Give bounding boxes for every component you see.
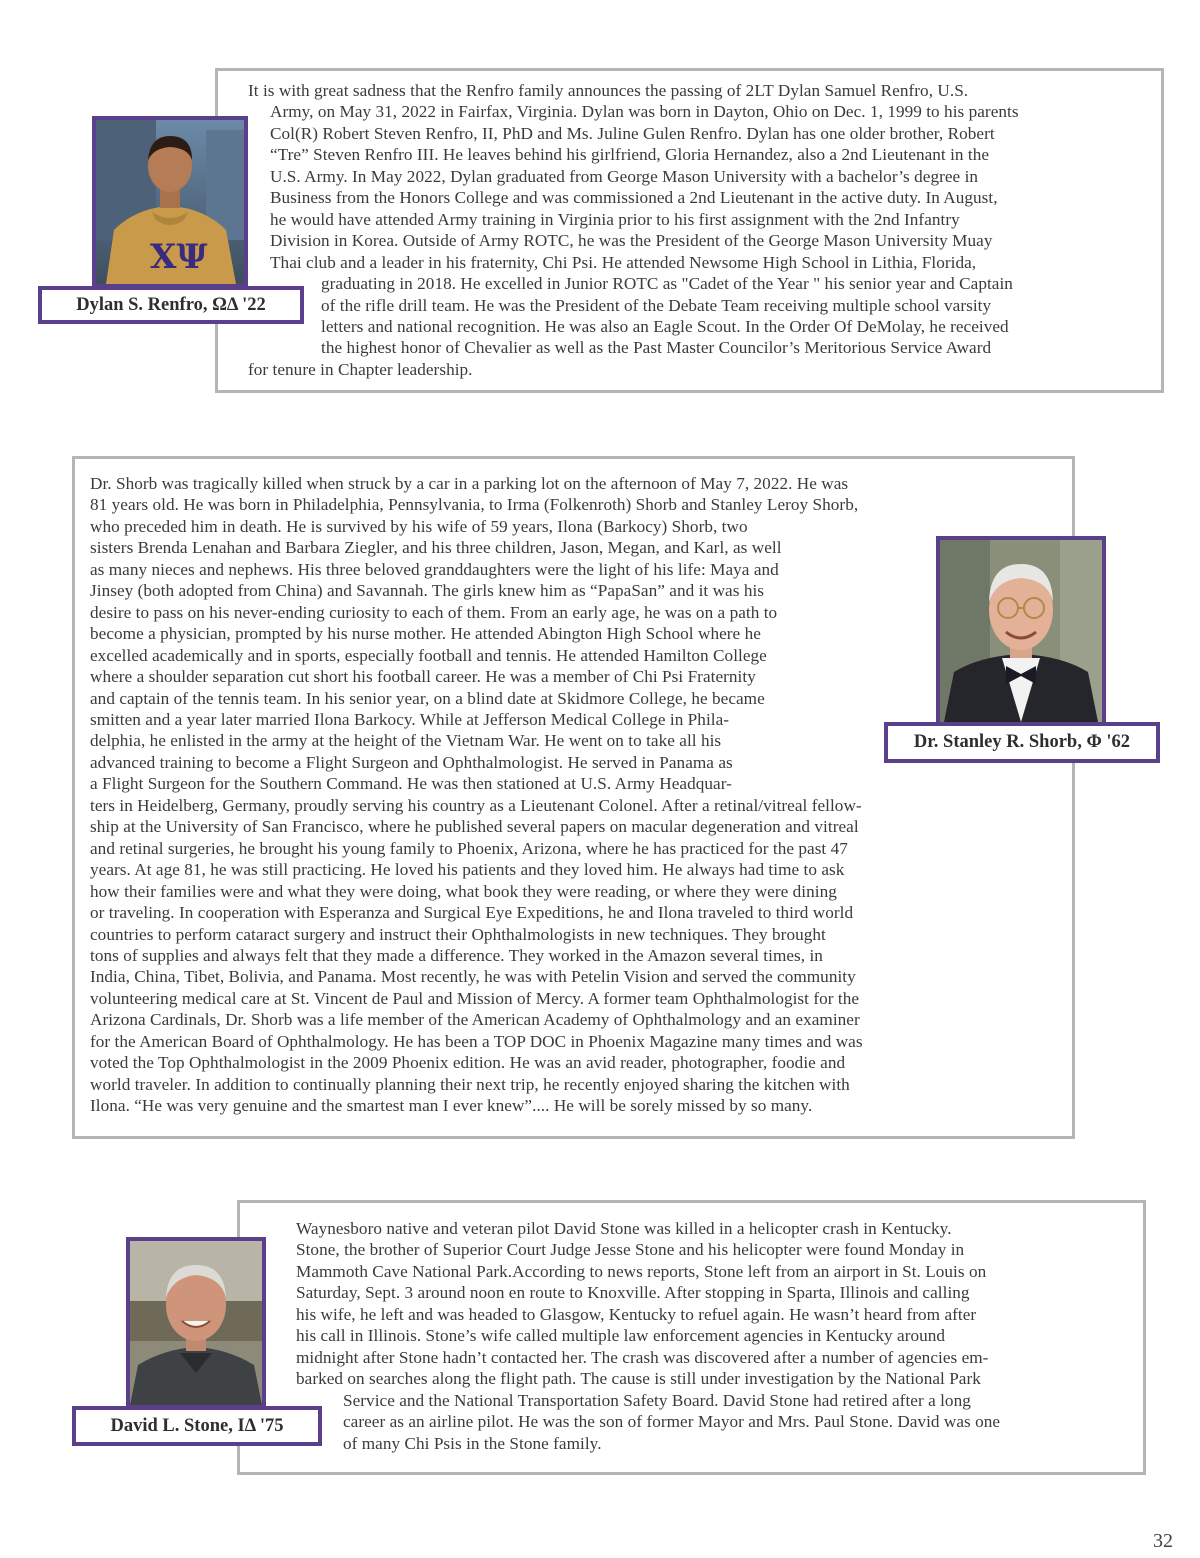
text-line: letters and national recognition. He was also an Eagle Scout. In the Order Of DeMolay, he received bbox=[321, 316, 1009, 336]
text-line: as many nieces and nephews. His three beloved granddaughters were the light of his life: Maya and bbox=[90, 559, 779, 579]
text-line: tons of supplies and always felt that they made a difference. They worked in the Amazon several times, in bbox=[90, 945, 823, 965]
text-line: Thai club and a leader in his fraternity, Chi Psi. He attended Newsome High School in Lithia, Florida, bbox=[270, 252, 977, 272]
caption-renfro: Dylan S. Renfro, ΩΔ '22 bbox=[38, 286, 304, 324]
text-line: Business from the Honors College and was commissioned a 2nd Lieutenant in the active duty. In August, bbox=[270, 188, 998, 208]
text-line: a Flight Surgeon for the Southern Command. He was then stationed at U.S. Army Headquar- bbox=[90, 774, 732, 794]
obituary-text-stone bbox=[296, 1218, 1000, 1454]
text-line: of many Chi Psis in the Stone family. bbox=[343, 1433, 602, 1453]
text-line: Saturday, Sept. 3 around noon en route to Knoxville. After stopping in Sparta, Illinois and calling bbox=[296, 1283, 970, 1303]
text-line: Dr. Shorb was tragically killed when struck by a car in a parking lot on the afternoon of May 7, 2022. He was bbox=[90, 474, 849, 493]
text-line: ship at the University of San Francisco, where he published several papers on macular degeneration and vitreal bbox=[90, 817, 859, 837]
text-line: sisters Brenda Lenahan and Barbara Ziegler, and his three children, Jason, Megan, and Karl, as well bbox=[90, 538, 782, 558]
text-line: his call in Illinois. Stone’s wife called multiple law enforcement agencies in Kentucky around bbox=[296, 1326, 946, 1346]
text-line: for tenure in Chapter leadership. bbox=[248, 359, 473, 379]
text-line: his wife, he left and was headed to Glasgow, Kentucky to refuel again. He wasn’t heard from after bbox=[296, 1304, 977, 1324]
text-line: 81 years old. He was born in Philadelphia, Pennsylvania, to Irma (Folkenroth) Shorb and Stanley Leroy Shorb, bbox=[90, 495, 859, 515]
caption-stone: David L. Stone, IΔ '75 bbox=[72, 1406, 322, 1446]
text-line: Arizona Cardinals, Dr. Shorb was a life member of the American Academy of Ophthalmology and an examiner bbox=[90, 1010, 860, 1030]
text-line: or traveling. In cooperation with Esperanza and Surgical Eye Expeditions, he and Ilona traveled to third world bbox=[90, 903, 854, 923]
text-line: voted the Top Ophthalmologist in the 2009 Phoenix edition. He was an avid reader, photographer, foodie and bbox=[90, 1053, 846, 1073]
obituary-text-shorb bbox=[90, 473, 863, 1117]
text-line: how their families were and what they were doing, what book they were reading, or where they were dining bbox=[90, 881, 837, 901]
text-line: Jinsey (both adopted from China) and Savannah. The girls knew him as “PapaSan” and it was his bbox=[90, 581, 765, 601]
text-line: midnight after Stone hadn’t contacted her. The crash was discovered after a number of agencies em- bbox=[296, 1347, 989, 1367]
text-line: Division in Korea. Outside of Army ROTC, he was the President of the George Mason University Muay bbox=[270, 231, 993, 251]
text-line: India, China, Tibet, Bolivia, and Panama. Most recently, he was with Petelin Vision and served the community bbox=[90, 967, 856, 987]
text-line: who preceded him in death. He is survived by his wife of 59 years, Ilona (Barkocy) Shorb, two bbox=[90, 516, 748, 536]
text-line: career as an airline pilot. He was the son of former Mayor and Mrs. Paul Stone. David was one bbox=[343, 1412, 1001, 1432]
text-line: for the American Board of Ophthalmology. He has been a TOP DOC in Phoenix Magazine many times and was bbox=[90, 1031, 863, 1051]
text-line: advanced training to become a Flight Surgeon and Ophthalmologist. He served in Panama as bbox=[90, 752, 733, 772]
text-line: barked on searches along the flight path. The cause is still under investigation by the National Park bbox=[296, 1369, 981, 1389]
svg-text:ΧΨ: ΧΨ bbox=[150, 237, 208, 277]
caption-shorb: Dr. Stanley R. Shorb, Φ '62 bbox=[884, 722, 1160, 763]
text-line: volunteering medical care at St. Vincent de Paul and Mission of Mercy. A former team Ophthalmologist for the bbox=[90, 988, 860, 1008]
text-line: excelled academically and in sports, especially football and tennis. He attended Hamilton College bbox=[90, 645, 767, 665]
text-line: graduating in 2018. He excelled in Junior ROTC as "Cadet of the Year " his senior year and Captain bbox=[321, 274, 1013, 294]
portrait-older-man-bowtie-icon bbox=[940, 540, 1102, 722]
portrait-young-man-hoodie-icon bbox=[96, 120, 244, 284]
text-line: ters in Heidelberg, Germany, proudly serving his country as a Lieutenant Colonel. After a retinal/vitreal fellow- bbox=[90, 795, 862, 815]
text-line: Service and the National Transportation Safety Board. David Stone had retired after a long bbox=[343, 1390, 971, 1410]
text-line: Ilona. “He was very genuine and the smartest man I ever knew”.... He will be sorely missed by so many. bbox=[90, 1096, 813, 1116]
text-line: desire to pass on his never-ending curiosity to each of them. From an early age, he was on a path to bbox=[90, 602, 778, 622]
text-line: U.S. Army. In May 2022, Dylan graduated from George Mason University with a bachelor’s degree in bbox=[270, 166, 979, 186]
page-number: 32 bbox=[1153, 1530, 1173, 1552]
text-line: Army, on May 31, 2022 in Fairfax, Virginia. Dylan was born in Dayton, Ohio on Dec. 1, 1999 to his parents bbox=[270, 102, 1019, 122]
portrait-photo-renfro bbox=[92, 116, 248, 288]
portrait-photo-shorb bbox=[936, 536, 1106, 726]
text-line: where a shoulder separation cut short his football career. He was a member of Chi Psi Fraternity bbox=[90, 667, 756, 687]
text-line: world traveler. In addition to continually planning their next trip, he recently enjoyed sharing the kitchen with bbox=[90, 1074, 850, 1094]
text-line: years. At age 81, he was still practicing. He loved his patients and they loved him. He always had time to ask bbox=[90, 860, 845, 880]
text-line: delphia, he enlisted in the army at the height of the Vietnam War. He went on to take all his bbox=[90, 731, 722, 751]
text-line: become a physician, prompted by his nurse mother. He attended Abington High School where he bbox=[90, 624, 761, 644]
text-line: Stone, the brother of Superior Court Judge Jesse Stone and his helicopter were found Monday in bbox=[296, 1240, 965, 1260]
text-line: the highest honor of Chevalier as well as the Past Master Councilor’s Meritorious Service Award bbox=[321, 338, 992, 358]
text-line: “Tre” Steven Renfro III. He leaves behind his girlfriend, Gloria Hernandez, also a 2nd Lieutenant in the bbox=[270, 145, 990, 165]
text-line: and captain of the tennis team. In his senior year, on a blind date at Skidmore College, he became bbox=[90, 688, 765, 708]
text-line: Mammoth Cave National Park.According to news reports, Stone left from an airport in St. Louis on bbox=[296, 1261, 987, 1281]
portrait-photo-stone bbox=[126, 1237, 266, 1409]
text-line: of the rifle drill team. He was the President of the Debate Team receiving multiple school varsity bbox=[321, 295, 992, 315]
text-line: It is with great sadness that the Renfro family announces the passing of 2LT Dylan Samuel Renfro, U.S. bbox=[248, 81, 969, 100]
text-line: and retinal surgeries, he brought his young family to Phoenix, Arizona, where he has practiced for the past 47 bbox=[90, 838, 848, 858]
text-line: Col(R) Robert Steven Renfro, II, PhD and Ms. Juline Gulen Renfro. Dylan has one older brother, Robert bbox=[270, 123, 995, 143]
text-line: Waynesboro native and veteran pilot David Stone was killed in a helicopter crash in Kentucky. bbox=[296, 1219, 952, 1238]
text-line: smitten and a year later married Ilona Barkocy. While at Jefferson Medical College in Phila- bbox=[90, 709, 730, 729]
text-line: he would have attended Army training in Virginia prior to his first assignment with the 2nd Infantry bbox=[270, 209, 960, 229]
portrait-older-man-outdoors-icon bbox=[130, 1241, 262, 1405]
obituary-text-renfro bbox=[248, 80, 1019, 380]
text-line: countries to perform cataract surgery and instruct their Ophthalmologists in new techniques. They brought bbox=[90, 924, 826, 944]
